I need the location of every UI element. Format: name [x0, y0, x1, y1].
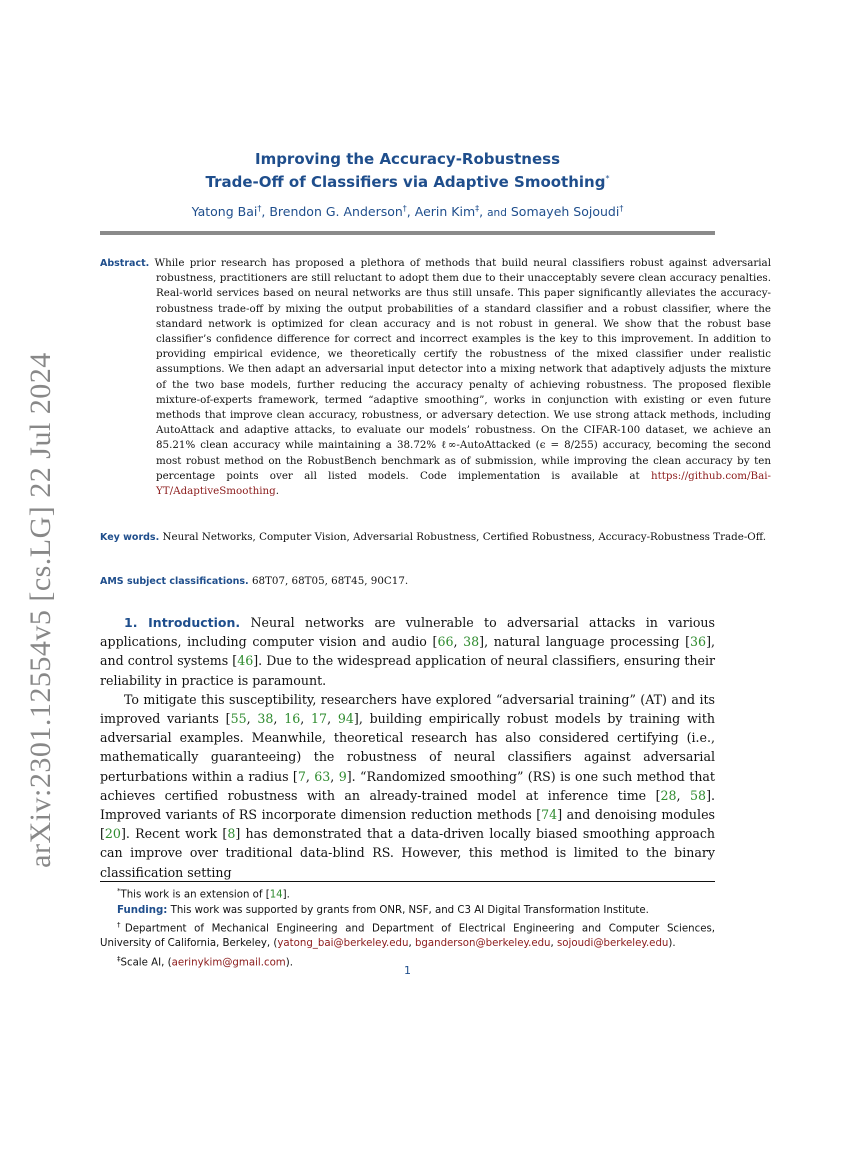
author-and: and: [487, 207, 507, 220]
footnote-text: ,: [408, 938, 415, 950]
intro-paragraph-2: [100, 690, 715, 882]
code-link[interactable]: https://github.com/Bai-YT/AdaptiveSmoothing: [156, 469, 772, 498]
text-run: ,: [330, 768, 339, 784]
author-name: Somayeh Sojoudi: [510, 204, 620, 220]
keywords: [100, 530, 780, 545]
funding-label: Funding:: [117, 904, 168, 916]
citation-link[interactable]: 14: [269, 889, 283, 901]
title-line-2: Trade-Off of Classifiers via Adaptive Smoothing: [205, 173, 606, 191]
page-number: 1: [404, 964, 411, 977]
footnote-mark: *: [117, 887, 121, 895]
citation-link[interactable]: 28: [660, 787, 677, 803]
title-block: [100, 150, 715, 221]
footnote-text: ].: [282, 889, 290, 901]
citation-link[interactable]: 94: [337, 711, 354, 727]
citation-link[interactable]: 8: [227, 826, 236, 842]
text-run: ,: [246, 711, 258, 727]
author-affiliation-mark: †: [619, 204, 624, 213]
text-run: ,: [305, 768, 315, 784]
footnote-text: This work is an extension of [: [120, 889, 270, 901]
author-affiliation-mark: †: [402, 204, 407, 213]
author-separator: ,: [479, 204, 484, 220]
arxiv-identifier-stamp: [16, 352, 66, 868]
ams-classifications: [100, 574, 715, 589]
title-footnote-mark: *: [605, 174, 610, 183]
text-run: ], building empirically robust models by training with adversarial examples. Meanwhile, theoretical research has also considered certifying (i.e., mathematically guaranteeing) the robustness of neural classifiers against adversarial perturbations within a radius [: [100, 711, 715, 784]
text-run: ,: [273, 711, 285, 727]
citation-link[interactable]: 38: [463, 634, 480, 650]
abstract-label: Abstract.: [100, 258, 150, 269]
citation-link[interactable]: 9: [338, 768, 347, 784]
abstract-end: .: [275, 485, 280, 498]
title-line-1: Improving the Accuracy-Robustness: [254, 150, 561, 168]
footnote-text: ).: [285, 956, 293, 968]
footnote-rule: [100, 881, 715, 882]
footnote-text: ).: [668, 938, 676, 950]
author-separator: ,: [406, 204, 411, 220]
text-run: ], and control systems [: [100, 634, 715, 669]
text-run: ] and denoising modules [: [100, 807, 715, 842]
text-run: ] has demonstrated that a data-driven locally biased smoothing approach can improve over traditional data-blind RS. However, this method is limited to the binary classification setting: [100, 826, 715, 880]
text-run: To mitigate this susceptibility, researchers have explored “adversarial training” (AT) and its improved variants [: [100, 691, 715, 727]
footnote-mark: †: [117, 920, 125, 929]
ams-text: 68T07, 68T05, 68T45, 90C17.: [251, 575, 409, 587]
text-run: ]. Improved variants of RS incorporate dimension reduction methods [: [100, 787, 715, 823]
email-link[interactable]: aerinykim@gmail.com: [171, 956, 286, 968]
email-link[interactable]: bganderson@berkeley.edu: [414, 938, 551, 950]
text-run: ]. “Randomized smoothing” (RS) is one such method that achieves certified robustness with an already-trained model at inference time [: [100, 768, 715, 803]
text-run: ], natural language processing [: [479, 634, 691, 650]
citation-link[interactable]: 20: [104, 826, 121, 842]
author-affiliation-mark: †: [257, 204, 262, 213]
author-separator: ,: [261, 204, 266, 220]
footnote-affiliation-berkeley: [100, 918, 715, 952]
email-link[interactable]: sojoudi@berkeley.edu: [557, 938, 669, 950]
text-run: ,: [300, 711, 312, 727]
author-name: Aerin Kim: [414, 204, 476, 220]
text-run: Neural networks are vulnerable to adversarial attacks in various applications, including computer vision and audio [: [100, 615, 715, 650]
footnote-extension: [100, 884, 715, 903]
text-run: ,: [327, 711, 338, 727]
abstract: [100, 256, 771, 499]
footnote-mark: ‡: [117, 954, 121, 963]
introduction-section: [100, 613, 715, 882]
citation-link[interactable]: 63: [314, 768, 331, 784]
citation-link[interactable]: 74: [541, 807, 558, 823]
citation-link[interactable]: 7: [297, 768, 306, 784]
footnote-text: Scale AI, (: [120, 956, 172, 968]
arxiv-identifier-text: arXiv:2301.12554v5 [cs.LG] 22 Jul 2024: [24, 352, 57, 868]
paper-title: [100, 150, 715, 192]
text-run: ]. Due to the widespread application of neural classifiers, ensuring their reliability in practice is paramount.: [100, 653, 715, 688]
author-list: [100, 201, 715, 221]
footnotes: [100, 884, 715, 970]
citation-link[interactable]: 36: [690, 634, 707, 650]
funding-text: This work was supported by grants from ONR, NSF, and C3 AI Digital Transformation Institute.: [170, 904, 649, 916]
citation-link[interactable]: 55: [230, 711, 247, 727]
abstract-text: While prior research has proposed a plethora of methods that build neural classifiers robust against adversarial robustness, practitioners are still reluctant to adopt them due to their unacceptably severe clean accuracy penalties. Real-world services based on neural networks are thus still unsafe. This paper significantly alleviates the accuracy-robustness trade-off by mixing the output probabilities of a standard classifier and a robust classifier, where the standard network is optimized for clean accuracy and is not robust in general. We show that the robust base classifier’s confidence difference for correct and incorrect examples is the key to this improvement. In addition to providing empirical evidence, we theoretically certify the robustness of the mixed classifier under realistic assumptions. We then adapt an adversarial input detector into a mixing network that adaptively adjusts the mixture of the two base models, further reducing the accuracy penalty of achieving robustness. The proposed flexible mixture-of-experts framework, termed “adaptive smoothing”, works in conjunction with existing or even future methods that improve clean accuracy, robustness, or adversary detection. We use strong attack methods, including AutoAttack and adaptive attacks, to evaluate our models’ robustness. On the CIFAR-100 dataset, we achieve an 85.21% clean accuracy while maintaining a 38.72% ℓ∞-AutoAttacked (ϵ = 8/255) accuracy, becoming the second most robust method on the RobustBench benchmark as of submission, while improving the clean accuracy by ten percentage points over all listed models. Code implementation is available at: [154, 257, 771, 482]
title-rule: [100, 231, 715, 235]
text-run: ]. Recent work [: [120, 826, 228, 842]
citation-link[interactable]: 16: [284, 711, 301, 727]
author-name: Brendon G. Anderson: [269, 204, 403, 220]
ams-label: AMS subject classifications.: [100, 576, 249, 587]
text-run: ,: [676, 787, 691, 803]
email-link[interactable]: yatong_bai@berkeley.edu: [277, 938, 409, 950]
keywords-text: Neural Networks, Computer Vision, Adversarial Robustness, Certified Robustness, Accuracy-Robustness Trade-Off.: [162, 531, 766, 543]
citation-link[interactable]: 46: [237, 653, 254, 669]
citation-link[interactable]: 17: [311, 711, 328, 727]
text-run: ,: [453, 634, 464, 650]
author-affiliation-mark: ‡: [475, 204, 480, 213]
section-heading: 1. Introduction.: [124, 615, 241, 630]
citation-link[interactable]: 66: [437, 634, 454, 650]
intro-paragraph-1: [100, 613, 715, 690]
citation-link[interactable]: 38: [257, 711, 274, 727]
citation-link[interactable]: 58: [690, 787, 707, 803]
footnote-text: Department of Mechanical Engineering and Department of Electrical Engineering and Computer Sciences, University of California, Berkeley, (: [100, 923, 716, 950]
footnote-funding: [100, 903, 715, 918]
keywords-label: Key words.: [100, 532, 160, 543]
author-name: Yatong Bai: [191, 204, 258, 220]
footnote-text: ,: [550, 938, 557, 950]
